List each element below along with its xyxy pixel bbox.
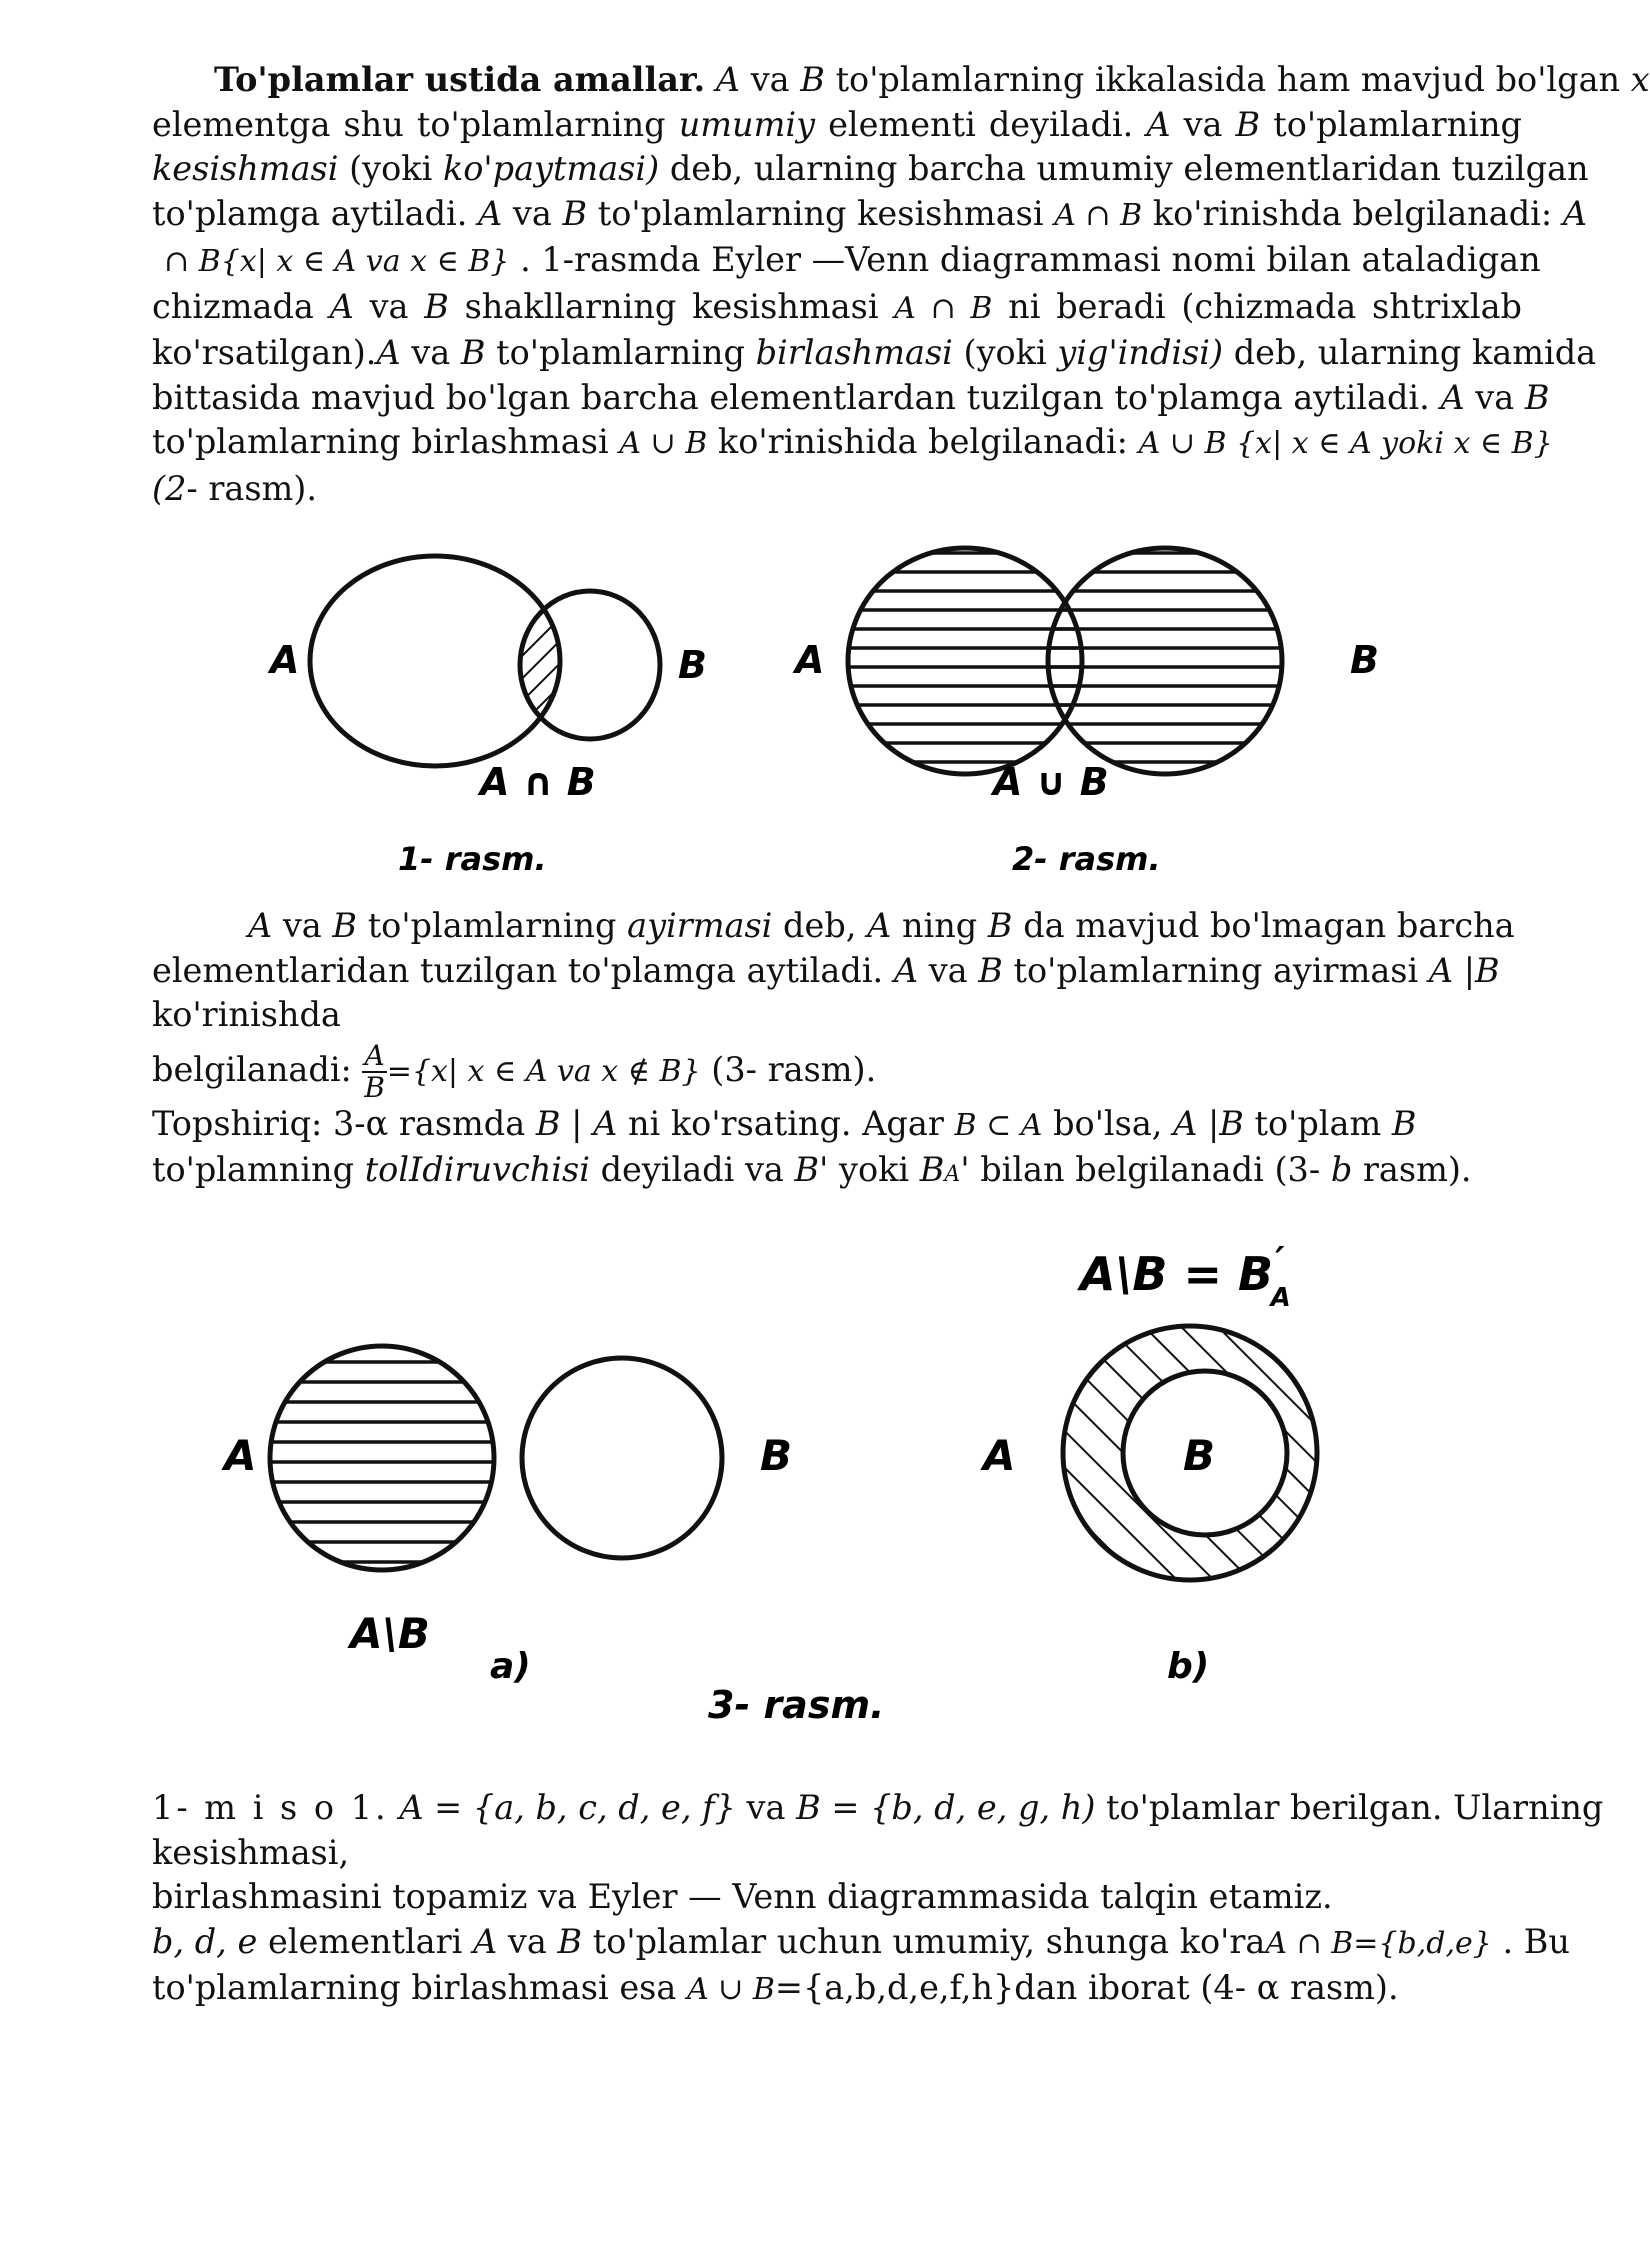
p2-line-5: Topshiriq: 3-α rasmda B | A ni ko'rsating. Agar B ⊂ A bo'lsa, A |B to'plam B (152, 1103, 1417, 1143)
p2-line-6: to'plamning tolIdiruvchisi deyiladi va B' yoki BA' bilan belgilanadi (3- b rasm). (152, 1150, 1472, 1189)
p2-line-1: A va B to'plamlarning ayirmasi deb, A ning B da mavjud bo'lmagan barcha (248, 906, 1515, 945)
p3-line-2: kesishmasi, (152, 1832, 350, 1872)
p3-line-3: birlashmasini topamiz va Eyler — Venn diagrammasida talqin etamiz. (152, 1877, 1333, 1916)
fig1-operation: A ∩ B (480, 760, 596, 804)
p1-line-1: To'plamlar ustida amallar. A va B to'plamlarning ikkalasida ham mavjud bo'lgan x (214, 60, 1650, 99)
set-b-circle (522, 1358, 722, 1558)
p1-line-7: ko'rsatilgan).A va B to'plamlarning birlashmasi (yoki yig'indisi) deb, ularning kamida (152, 333, 1597, 372)
fig3a-label-a: A (224, 1431, 257, 1480)
fig3b-label-a: A (983, 1431, 1016, 1480)
fig2-caption: 2- rasm. (1012, 840, 1161, 878)
p1-line-10: (2- rasm). (152, 468, 318, 508)
figure-3 (0, 1240, 1600, 1740)
p1-line-9: to'plamlarning birlashmasi A ∪ B ko'rinishida belgilanadi: A ∪ B {x| x ∈ A yoki x ∈ B} (152, 422, 1553, 461)
p2-line-4: belgilanadi: $\frac{A}{B}$ ={x| x ∈ A va x ∉ B} (3- rasm). (152, 1038, 877, 1104)
fig1-label-b: B (678, 643, 707, 687)
fig1-label-a: A (270, 638, 300, 682)
fig3b-sublabel: b) (1167, 1646, 1210, 1687)
fig2-label-b: B (1350, 638, 1379, 682)
p2-line-3: ko'rinishda (152, 995, 341, 1034)
p2-line-2: elementlaridan tuzilgan to'plamga aytiladi. A va B to'plamlarning ayirmasi A |B (152, 950, 1500, 990)
venn-complement-figure (980, 1240, 1317, 1687)
p1-line-5: ∩ B{x| x ∈ A va x ∈ B} . 1-rasmda Eyler —Venn diagrammasi nomi bilan ataladigan (164, 240, 1541, 279)
fig1-caption: 1- rasm. (398, 840, 547, 878)
fig3-caption: 3- rasm. (708, 1683, 885, 1727)
paragraph-set-operations (152, 58, 1650, 511)
p3-line-5: to'plamlarning birlashmasi esa A ∪ B={a,b,d,e,f,h}dan iborat (4- α rasm). (152, 1968, 1399, 2007)
p1-line-6: chizmada A va B shakllarning kesishmasi A ∩ B ni beradi (chizmada shtrixlab (152, 286, 1522, 326)
p3-line-1: 1- m i s o 1. A = {a, b, c, d, e, f} va B = {b, d, e, g, h) to'plamlar berilgan. Ularning (152, 1788, 1604, 1827)
p1-line-8: bittasida mavjud bo'lgan barcha elementlardan tuzilgan to'plamga aytiladi. A va B (152, 377, 1550, 417)
paragraph-example (152, 1786, 1604, 2013)
venn-intersection-figure (267, 556, 707, 878)
fig3a-label-b: B (760, 1431, 793, 1480)
fig2-operation: A ∪ B (993, 760, 1109, 804)
paragraph-difference (152, 904, 1515, 1198)
p1-line-3: kesishmasi (yoki ko'paytmasi) deb, ularning barcha umumiy elementlaridan tuzilgan (152, 149, 1589, 188)
p3-line-4: b, d, e elementlari A va B to'plamlar uchun umumiy, shunga ko'raA ∩ B={b,d,e} . Bu (152, 1921, 1570, 1961)
section-title: To'plamlar ustida amallar. (214, 60, 706, 99)
figures-1-2 (0, 520, 1600, 890)
p1-line-4: to'plamga aytiladi. A va B to'plamlarning kesishmasi A ∩ B ko'rinishda belgilanadi: A (152, 193, 1588, 233)
venn-difference-figure (221, 1346, 792, 1687)
difference-fraction: $\frac{A}{B}$ (364, 1038, 385, 1104)
fig3b-title: A\B = B′ A (1080, 1240, 1291, 1313)
fig3a-sublabel: a) (490, 1646, 531, 1687)
venn-union-figure (792, 548, 1379, 878)
fig3b-label-b: B (1183, 1431, 1216, 1480)
fig2-label-a: A (795, 638, 825, 682)
fig3a-operation: A\B (350, 1609, 430, 1658)
p1-line-2: elementga shu to'plamlarning umumiy elementi deyiladi. A va B to'plamlarning (152, 104, 1522, 144)
